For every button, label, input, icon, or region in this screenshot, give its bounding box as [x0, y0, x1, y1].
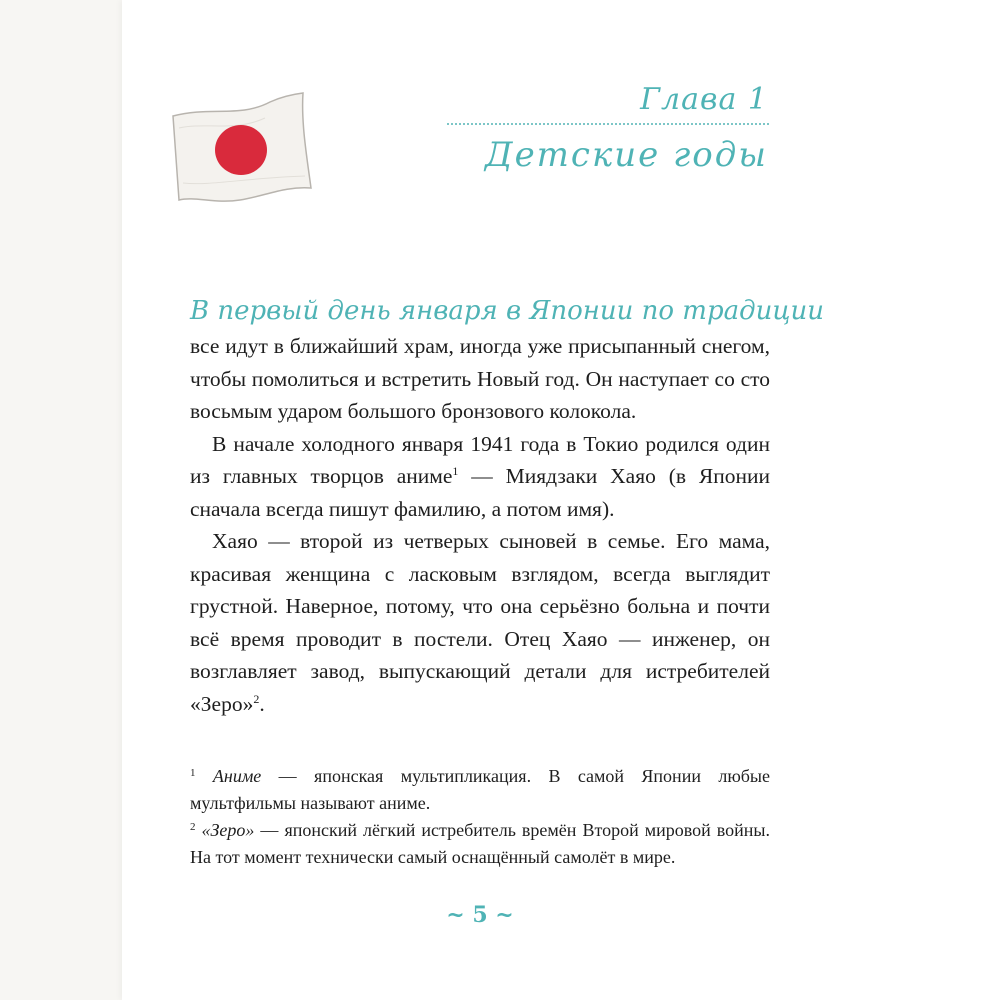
footnote-text: — японская мультипликация. В самой Японии любые мультфильмы называют аниме. — [190, 766, 771, 813]
paragraph-2 — [190, 428, 770, 526]
footnote-ref-2: 2 — [253, 691, 260, 706]
footnotes — [190, 763, 770, 871]
footnote-mark: 2 — [190, 821, 196, 833]
chapter-divider — [447, 123, 769, 125]
paragraph-3-text-end: . — [259, 691, 265, 716]
chapter-number: Глава 1 — [640, 82, 768, 117]
footnote-term: Аниме — [212, 766, 262, 786]
lead-line: В первый день января в Японии по традиции — [190, 296, 824, 326]
paragraph-2-text: В начале холодного января 1941 года в Токио родился один из главных творцов аниме — [190, 431, 770, 488]
footnote-text: — японский лёгкий истребитель времён Второй мировой войны. На тот момент технически самый оснащённый самолёт в мире. — [190, 820, 771, 867]
flag-disc — [215, 125, 267, 175]
japan-flag-icon — [165, 88, 315, 208]
footnote-2 — [190, 817, 770, 871]
paragraph-1: все идут в ближайший храм, иногда уже присыпанный снегом, чтобы помолиться и встретить Новый год. Он наступает со сто восьмым ударом большого бронзового колокола. — [190, 334, 770, 423]
paragraph-3-text: Хаяо — второй из четверых сыновей в семье. Его мама, красивая женщина с ласковым взглядом, всегда выглядит грустной. Наверное, потому, что она серьёзно больна и почти всё время проводит в постели. Отец Хаяо — инженер, он возглавляет завод, выпускающий детали для истребителей «Зеро» — [190, 529, 770, 716]
page-number: ~ 5 ~ — [446, 902, 514, 928]
footnote-ref-1: 1 — [452, 464, 459, 478]
footnote-mark: 1 — [190, 767, 196, 779]
footnote-1 — [190, 763, 770, 817]
chapter-title: Детские годы — [484, 135, 768, 175]
paragraph-2-text-end: — Миядзаки Хаяо (в Японии сначала всегда пишут фамилию, а потом имя). — [190, 464, 770, 521]
main-text — [190, 330, 770, 720]
footnote-term: «Зеро» — [201, 820, 255, 840]
paragraph-3 — [190, 525, 770, 720]
